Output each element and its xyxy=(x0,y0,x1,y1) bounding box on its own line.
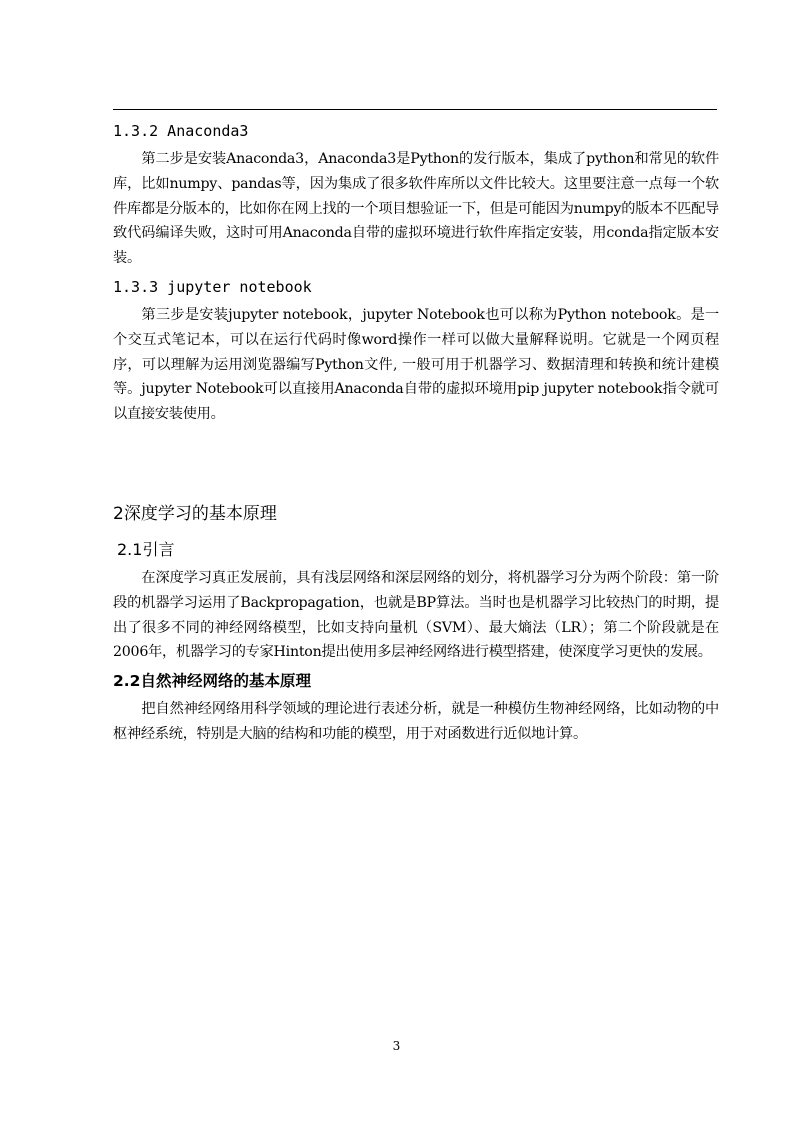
header-rule xyxy=(113,109,717,110)
page-number: 3 xyxy=(392,1039,401,1053)
section-heading-2-2: 2.2自然神经网络的基本原理 xyxy=(113,672,311,691)
page-content xyxy=(113,117,719,747)
paragraph-jupyter: 第三步是安装jupyter notebook，jupyter Notebook也可以称为Python notebook。是一个交互式笔记本，可以在运行代码时像word操作一样可以做大量解释说明。它就是一个网页程序，可以理解为运用浏览器编写Python文件, 一般可用于机器学习、数据清理和转换和统计建模等。jupyter Notebook可以直接用Anaconda自带的虚拟环境用pip jupyter notebook指令就可以直接安装使用。 xyxy=(113,306,719,423)
section-heading-1-3-2: 1.3.2 Anaconda3 xyxy=(113,122,249,140)
paragraph-natural-nn: 把自然神经网络用科学领域的理论进行表述分析，就是一种模仿生物神经网络，比如动物的中枢神经系统，特别是大脑的结构和功能的模型，用于对函数进行近似地计算。 xyxy=(113,701,719,742)
paragraph-intro: 在深度学习真正发展前，具有浅层网络和深层网络的划分，将机器学习分为两个阶段：第一阶段的机器学习运用了Backpropagation，也就是BP算法。当时也是机器学习比较热门的时期，提出了很多不同的神经网络模型，比如支持向量机（SVM）、最大熵法（LR）；第二个阶段就是在2006年，机器学习的专家Hinton提出使用多层神经网络进行模型搭建，使深度学习更快的发展。 xyxy=(113,569,719,661)
section-heading-1-3-3: 1.3.3 jupyter notebook xyxy=(113,277,312,296)
paragraph-anaconda: 第二步是安装Anaconda3，Anaconda3是Python的发行版本，集成了python和常见的软件库，比如numpy、pandas等，因为集成了很多软件库所以文件比较大。这里要注意一点每一个软件库都是分版本的，比如你在网上找的一个项目想验证一下，但是可能因为numpy的版本不匹配导致代码编译失败，这时可用Anaconda自带的虚拟环境进行软件库指定安装，用conda指定版本安装。 xyxy=(113,151,719,267)
section-heading-2-1: 2.1引言 xyxy=(117,539,175,559)
chapter-heading-2: 2深度学习的基本原理 xyxy=(113,503,277,524)
